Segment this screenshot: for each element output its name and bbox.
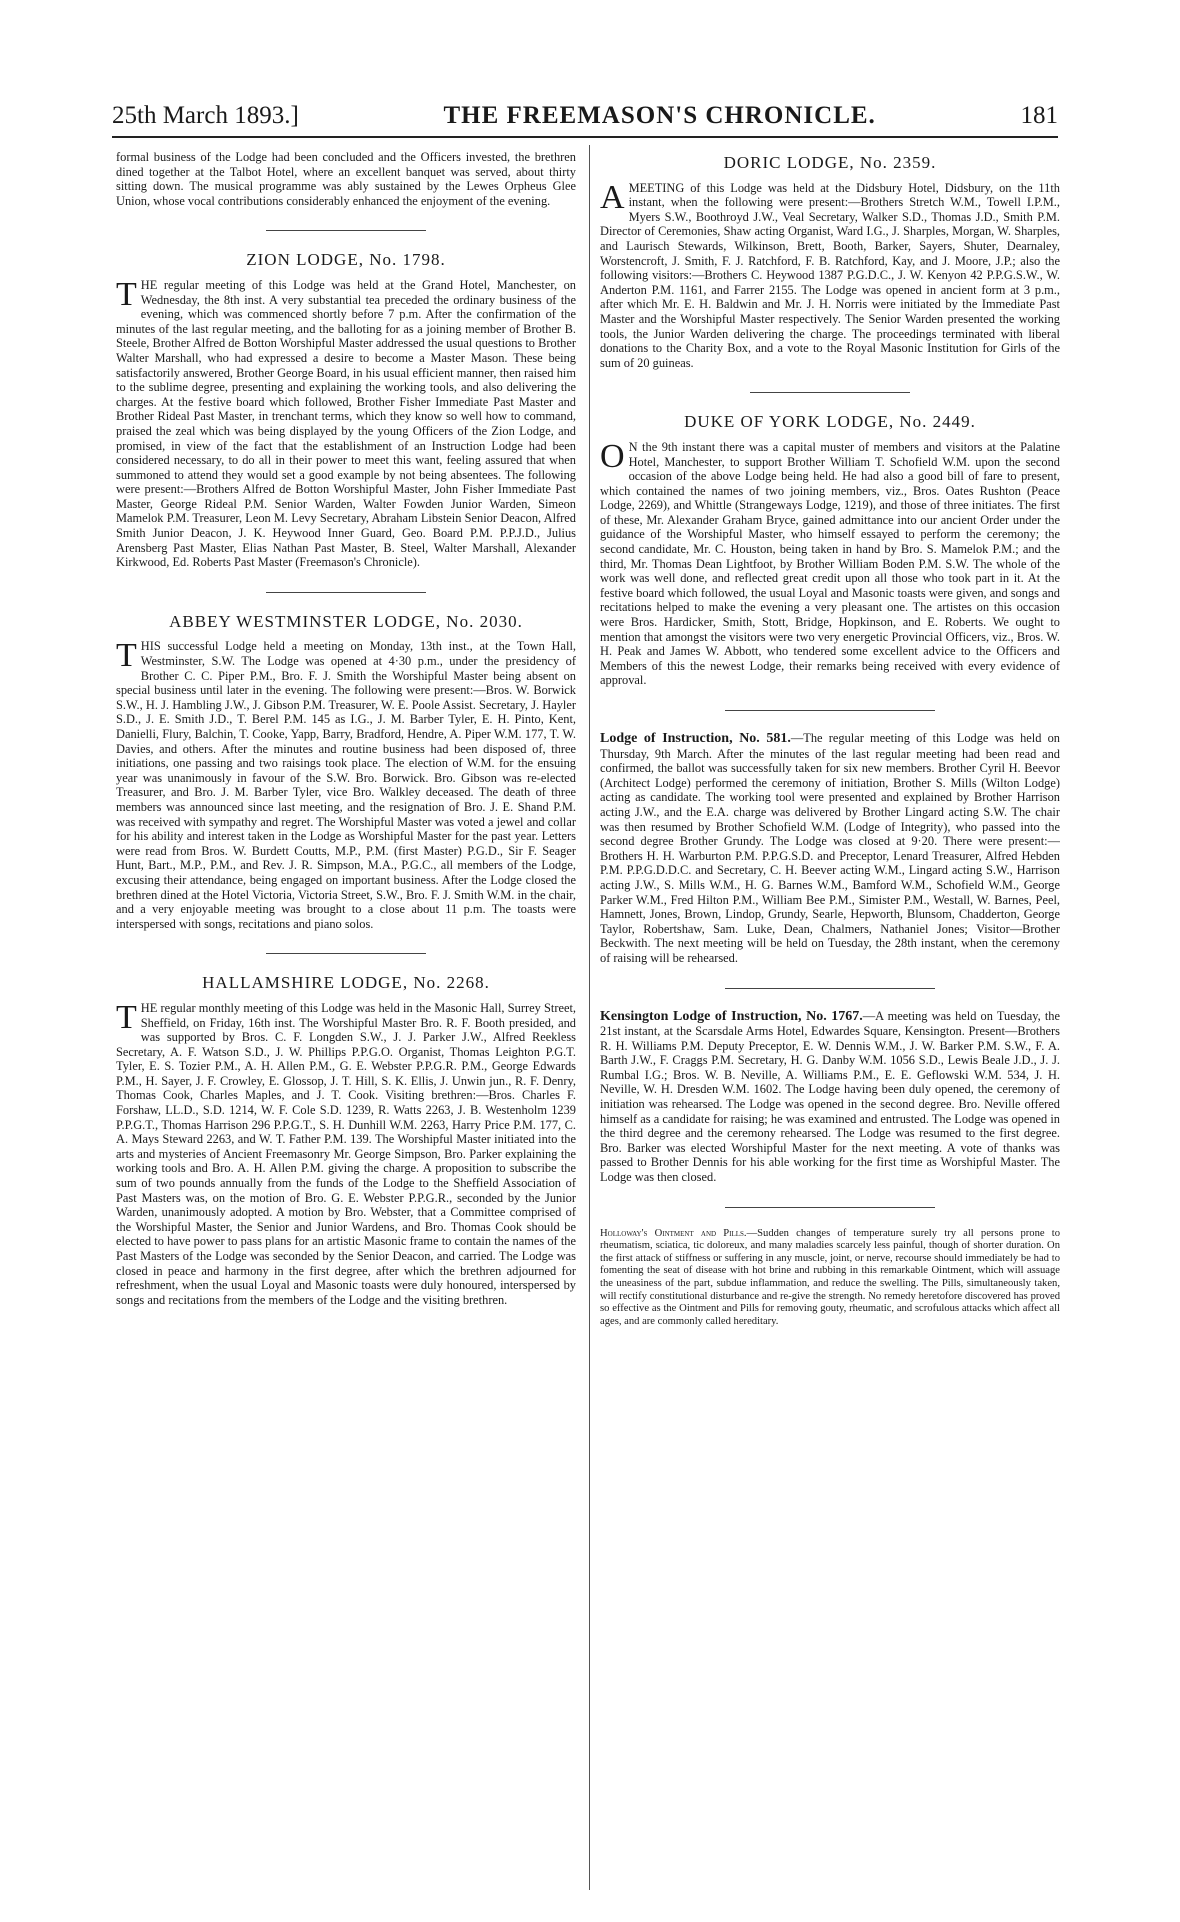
holloway-advert-body: —Sudden changes of temperature surely try all persons prone to rheumatism, sciatica, tic doloreux, and many maladies scarcely less painful, though of shorter duration. On the first attack of stiffness or suffering in any muscle, joint, or nerve, recourse should immediately be had to fomenting the seat of disease with hot brine and rubbing in this remarkable Ointment, which will assuage the uneasiness of the part, subdue inflammation, and reduce the swelling. The Pills, simultaneously taken, will rectify constitutional disturbance and re-give the strength. No remedy heretofore discovered has proved so effective as the Ointment and Pills for removing gouty, rheumatic, and scrofulous attacks which affect all ages, and are commonly called hereditary. [600,1227,1060,1327]
section-rule [266,592,426,593]
holloway-advert-lead: Holloway's Ointment and Pills. [600,1227,747,1239]
section-rule [725,1207,935,1208]
spacer [600,1210,1060,1228]
hallamshire-article [116,998,576,1307]
doric-lodge-body: MEETING of this Lodge was held at the Didsbury Hotel, Didsbury, on the 11th instant, when the following were present:—Brothers Stretch W.M., Towell I.P.M., Myers S.W., Boothroyd J.W., Veal Secretary, Walker S.D., Thomas J.D., Smith P.M. Director of Ceremonies, Shaw acting Organist, Ward I.G., J. Sharples, Morgan, W. Sharples, and Laurisch Stewards, Wilkinson, Brett, Booth, Barker, Sayers, Shuter, Dearnaley, Worstencroft, J. Smith, F. J. Ratchford, F. B. Ratchford, Kay, and J. Moore, J.P.; also the following visitors:—Brothers C. Heywood 1387 P.G.D.C., J. W. Kenyon 42 P.P.G.S.W., W. Anderton P.M. 1161, and Farrer 2155. The Lodge was opened in ancient form at 3 p.m., after which Mr. E. H. Baldwin and Mr. J. H. Norris were initiated by the Immediate Past Master and the Worshipful Master respectively. The Senior Warden presented the working tools, the Junior Warden delivering the charge. The proceedings terminated with liberal donations to the Charity Box, and a vote to the Royal Masonic Institution for Girls of the sum of 20 guineas. [600,180,1060,370]
right-column [600,150,1060,1890]
abbey-westminster-article [116,639,576,931]
continued-article: formal business of the Lodge had been concluded and the Officers invested, the brethren dined together at the Talbot Hotel, where an excellent banquet was served, about thirty sitting down. The musical programme was ably sustained by the Lewes Orpheus Glee Union, whose vocal contributions considerably enhanced the enjoyment of the evening. [116,150,576,208]
lodge-581-article [600,731,1060,966]
section-rule [266,953,426,954]
hallamshire-body: HE regular monthly meeting of this Lodge was held in the Masonic Hall, Surrey Street, Sheffield, on Friday, 16th inst. The Worshipful Master Bro. R. F. Booth presided, and was supported by Bros. C. F. Longden S.W., J. J. Parker J.W., Alfred Reekless Secretary, A. F. Watson S.D., J. W. Phillips P.P.G.O. Organist, Thomas Leighton P.G.T. Tyler, E. S. Tozier P.M., A. H. Allen P.M., G. E. Webster P.P.G.R. P.M., George Edwards P.M., H. Sayer, J. F. Crowley, E. Glossop, J. T. Hill, S. K. Ellis, J. Unwin jun., R. F. Denry, Thomas Cook, Charles Maples, and J. T. Cook. Visiting brethren:—Bros. Charles F. Forshaw, LL.D., S.D. 1214, W. F. Cole S.D. 1239, R. Watts 2263, J. B. Westenholm 1239 P.P.G.T., Thomas Harrison 296 P.P.G.T., S. H. Dunhill W.M. 2263, Harry Price P.M. 177, C. A. Mays Steward 2263, and W. T. Father P.M. 139. The Worshipful Master initiated into the arts and mysteries of Ancient Freemasonry Mr. George Simpson, Bro. Parker explaining the working tools and Bro. A. H. Allen P.M. giving the charge. A proposition to subscribe the sum of two pounds annually from the funds of the Lodge to the Sheffield Association of Past Masters was, on the motion of Bro. G. E. Webster P.P.G.R., seconded by the Junior Warden, unanimously adopted. A motion by Bro. Webster, that a Committee comprised of the Worshipful Master, the Senior and Junior Wardens, and Bro. Thomas Cook should be elected to have power to pass plans for an artistic Masonic frame to contain the names of the Past Masters of the Lodge was seconded by the Senior Deacon, and carried. The Lodge was closed in peace and harmony in the first degree, after which the brethren adjourned for refreshment, when the usual Loyal and Masonic toasts were duly honoured, interspersed by songs and recitations from the members of the Lodge and the visiting brethren. [116,1000,576,1307]
abbey-westminster-heading: ABBEY WESTMINSTER LODGE, No. 2030. [169,611,523,631]
zion-lodge-heading: ZION LODGE, No. 1798. [246,250,446,270]
drop-cap: T [116,275,137,313]
section-rule [266,230,426,231]
spacer [600,713,1060,731]
zion-lodge-article [116,275,576,570]
left-column [116,150,576,1890]
doric-lodge-article [600,178,1060,371]
abbey-westminster-body: HIS successful Lodge held a meeting on Monday, 13th inst., at the Town Hall, Westminster, S.W. The Lodge was opened at 4·30 p.m., under the presidency of Brother C. C. Piper P.M., Bro. F. J. Smith the Worshipful Master being absent on special business until later in the evening. The following were present:—Bros. W. Borwick S.W., H. J. Hambling J.W., J. Gibson P.M. Treasurer, W. E. Poole Assist. Secretary, J. Hayler S.D., J. E. Smith J.D., T. Berel P.M. 145 as I.G., J. M. Barber Tyler, E. H. Pinto, Kent, Danielli, Flury, Balchin, T. Cooke, Yapp, Barry, Bradford, Hendre, A. Piper W.M. 177, T. W. Davies, and others. After the minutes and routine business had been disposed of, three initiations, one passing and two raisings took place. The election of W.M. for the ensuing year was unanimously in favour of the S.W. Bro. Borwick. Bro. Gibson was re-elected Treasurer, and Bro. J. M. Barber Tyler, vice Bro. Walkley deceased. The death of three members was announced since last meeting, and the resignation of Bro. J. E. Shand P.M. was received with sympathy and regret. The Worshipful Master was voted a jewel and collar for his ability and interest taken in the Lodge as Worshipful Master for the past year. Letters were read from Bros. W. Burdett Coutts, M.P., P.M. (first Master) P.G.D., Sir F. Seager Hunt, Bart., M.P., P.M., and Rev. J. R. Simpson, M.A., P.G.C., all members of the Lodge, excusing their attendance, being engaged on important business. After the Lodge closed the brethren dined at the Hotel Victoria, Victoria Street, S.W., Bro. F. J. Smith W.M. in the chair, and a very enjoyable meeting was brought to a close about 11 p.m. The toasts were interspersed with songs, recitations and piano solos. [116,639,576,931]
drop-cap: T [116,998,137,1036]
duke-of-york-article [600,437,1060,688]
lodge-581-lead: Lodge of Instruction, No. 581. [600,731,791,746]
kensington-article [600,1009,1060,1185]
drop-cap: O [600,437,625,475]
zion-lodge-body: HE regular meeting of this Lodge was held at the Grand Hotel, Manchester, on Wednesday, the 8th inst. A very substantial tea preceded the ordinary business of the evening, which was commenced shortly before 7 p.m. After the confirmation of the minutes of the last regular meeting, and the balloting for as a joining member of Brother B. Steele, Brother Alfred de Botton Worshipful Master addressed the usual questions to Brother Walter Marshall, who had expressed a desire to become a Master Mason. These being satisfactorily answered, Brother George Board, in his usual efficient manner, then raised him to the sublime degree, presenting and explaining the working tools, and also delivering the charges. At the festive board which followed, Brother Fisher Immediate Past Master and Brother Rideal Past Master, in trenchant terms, which they know so well how to command, praised the zeal which was being displayed by the young Officers of the Zion Lodge, and promised, in view of the fact that the establishment of an Instruction Lodge had been considered necessary, to do all in their power to meet this want, feeling assured that when summoned to attend they would set a good example by not being absentees. The following were present:—Brothers Alfred de Botton Worshipful Master, John Fisher Immediate Past Master, George Rideal P.M. Senior Warden, Walter Fowden Junior Warden, Simeon Mamelok P.M. Treasurer, Leon M. Levy Secretary, Abraham Libstein Senior Deacon, Alfred Smith Junior Deacon, J. K. Heywood Inner Guard, Geo. Board P.M. P.P.J.D., Julius Arensberg Past Master, Elias Nathan Past Master, B. Steel, Walter Marshall, Alexander Kirkwood, Ed. Roberts Past Master (Freemason's Chronicle). [116,277,576,570]
publication-title: THE FREEMASON'S CHRONICLE. [443,102,876,129]
kensington-lead: Kensington Lodge of Instruction, No. 1767. [600,1008,863,1024]
holloway-advert [600,1228,1060,1329]
kensington-body: —A meeting was held on Tuesday, the 21st instant, at the Scarsdale Arms Hotel, Edwardes Square, Kensington. Present—Brothers R. H. Williams P.M. Deputy Preceptor, E. W. Dennis W.M., J. W. Barker P.M. S.W., F. A. Barth J.W., F. Craggs P.M. Secretary, H. G. Danby W.M. 1056 S.D., Lewis Beale J.D., J. J. Rumbal I.G.; Bros. W. B. Neville, A. Williams P.M., E. E. Geflowski W.M. 534, J. H. Neville, W. H. Dresden W.M. 1602. The Lodge having been duly opened, the ceremony of initiation was rehearsed. The Lodge was opened in the second degree. Bro. Neville offered himself as a candidate for raising; he was examined and entrusted. The Lodge was opened in the third degree and the ceremony rehearsed. The Lodge was resumed to the first degree. Bro. Barker was elected Worshipful Master for the next meeting. A vote of thanks was passed to Brother Dennis for his able working for the first time as Worshipful Master. The Lodge was then closed. [600,1008,1060,1185]
section-rule [725,710,935,711]
section-rule [750,392,910,393]
duke-of-york-body: N the 9th instant there was a capital muster of members and visitors at the Palatine Hotel, Manchester, to support Brother William T. Schofield W.M. upon the second occasion of the above Lodge being held. He had also a good bill of fare to present, which contained the names of two joining members, viz., Bros. Oates Rushton (Peace Lodge, 2269), and Whittle (Strangeways Lodge, 1219), and those of three initiates. The first of these, Mr. Alexander Graham Bryce, gained admittance into our ancient Order under the guidance of the Worshipful Master, who himself essayed to perform the ceremony; the second candidate, Mr. C. Houston, being taken in hand by Bro. S. Mamelok P.M.; and the third, Mr. Thomas Dean Lightfoot, by Brother William Boden P.M. S.W. The whole of the work was well done, and reflected great credit upon all those who took part in it. At the festive board which followed, the usual Loyal and Masonic toasts were given, and songs and recitations helped to make the evening a very pleasant one. The artistes on this occasion were Bros. Hardicker, Smith, Stott, Bridge, Hopkinson, and E. Roberts. We ought to mention that amongst the visitors were two very energetic Provincial Officers, viz., Bros. W. H. Peak and James W. Abbott, who tendered some excellent advice to the Officers and Members of this the newest Lodge, their remarks being received with every evidence of approval. [600,439,1060,688]
lodge-581-body: —The regular meeting of this Lodge was held on Thursday, 9th March. After the minutes of the last regular meeting had been read and confirmed, the ballot was successfully taken for six new members. Brother Cyril H. Beevor (Architect Lodge) performed the ceremony of initiation, Brother S. Mills (Wilton Lodge) acting as candidate. The working tool were presented and explained by Brother Harrison acting J.W., and the E.A. charge was delivered by Brother Lingard acting S.W. The chair was then resumed by Brother Schofield W.M. (Lodge of Integrity), who passed into the second degree Brother Grundy. The Lodge was closed at 9·20. There were present:—Brothers H. H. Warburton P.M. P.P.G.S.D. and Preceptor, Lenard Treasurer, Alfred Hebden P.M. P.P.G.D.D.C. and Secretary, C. H. Beever acting W.M., Lingard acting S.W., Harrison acting J.W., S. Mills W.M., H. G. Barnes W.M., Bamford W.M., Schofield W.M., George Parker W.M., Fred Hilton P.M., William Bee P.M., Simister P.M., Westall, W. Barnes, Peel, Hamnett, Jones, Brown, Lindop, Grundy, Searle, Hepworth, Blunsom, Chadderton, George Taylor, Robertshaw, Sam. Luke, Dean, Chalmers, Nathaniel Jones; Visitor—Brother Beckwith. The next meeting will be held on Tuesday, the 28th instant, when the ceremony of raising will be rehearsed. [600,731,1060,965]
hallamshire-heading: HALLAMSHIRE LODGE, No. 2268. [202,973,490,993]
duke-of-york-heading: DUKE OF YORK LODGE, No. 2449. [684,412,976,432]
page-number: 181 [1020,102,1058,129]
issue-date: 25th March 1893.] [112,102,299,129]
doric-lodge-heading: DORIC LODGE, No. 2359. [723,153,937,172]
section-rule [725,988,935,989]
drop-cap: A [600,178,625,216]
masthead [112,96,1058,138]
spacer [600,991,1060,1009]
drop-cap: T [116,637,137,675]
column-divider [589,145,590,1890]
